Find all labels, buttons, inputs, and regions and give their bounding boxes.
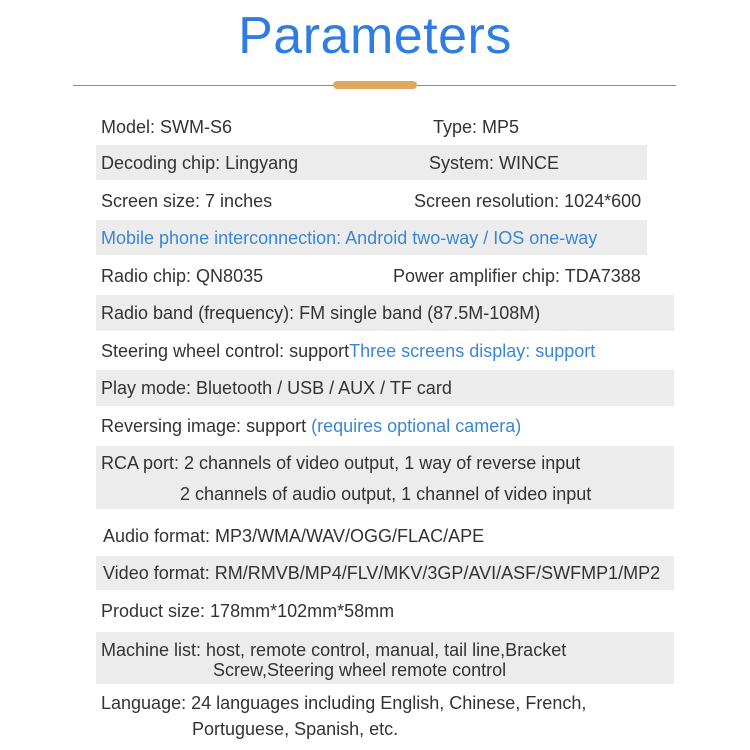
spec-row-reversing (96, 409, 674, 443)
spec-row-steering (96, 334, 674, 368)
spec-row-model (96, 110, 674, 144)
spec-rca-line-2: 2 channels of audio output, 1 channel of video input (180, 484, 592, 504)
spec-row-mobile (96, 220, 647, 255)
spec-row-rca (96, 446, 674, 509)
spec-row-video (96, 556, 674, 590)
spec-row-radio-band (96, 295, 674, 331)
spec-language-line-2: Portuguese, Spanish, etc. (192, 719, 399, 739)
spec-screen-size: Screen size: 7 inches (101, 191, 273, 211)
spec-row-decoding (96, 145, 647, 180)
spec-row-machine-list (96, 632, 674, 684)
spec-row-screen (96, 184, 674, 218)
spec-rca-line-1: RCA port: 2 channels of video output, 1 way of reverse input (101, 453, 581, 473)
spec-language-line-1: Language: 24 languages including English, Chinese, French, (101, 693, 587, 713)
spec-three-screens: Three screens display: support (349, 341, 596, 361)
spec-row-audio (96, 519, 674, 553)
spec-radio-chip: Radio chip: QN8035 (101, 266, 264, 286)
spec-steering-control (101, 340, 595, 362)
spec-mobile-interconnection: Mobile phone interconnection: Android two-way / IOS one-way (101, 227, 598, 248)
spec-machine-line-2: Screw,Steering wheel remote control (213, 660, 507, 680)
spec-decoding-chip: Decoding chip: Lingyang (101, 152, 299, 173)
spec-type: Type: MP5 (433, 117, 520, 137)
spec-row-play-mode (96, 370, 674, 406)
spec-reversing-text: Reversing image: support (101, 416, 312, 436)
title-accent-bar (333, 81, 417, 89)
spec-reversing-note: (requires optional camera) (311, 416, 522, 436)
spec-row-chips (96, 259, 674, 293)
spec-model: Model: SWM-S6 (101, 117, 233, 137)
spec-row-product-size (96, 594, 674, 628)
spec-machine-line-1: Machine list: host, remote control, manual, tail line,Bracket (101, 640, 567, 660)
spec-row-language (96, 686, 674, 746)
page-title: Parameters (238, 7, 512, 65)
spec-amplifier-chip: Power amplifier chip: TDA7388 (393, 266, 641, 286)
spec-product-size: Product size: 178mm*102mm*58mm (101, 601, 395, 621)
spec-system: System: WINCE (429, 152, 560, 173)
spec-video-format: Video format: RM/RMVB/MP4/FLV/MKV/3GP/AVI/ASF/SWFMP1/MP2 (103, 563, 661, 583)
spec-audio-format: Audio format: MP3/WMA/WAV/OGG/FLAC/APE (103, 526, 485, 546)
spec-steering-text: Steering wheel control: support (101, 341, 350, 361)
spec-reversing-image (101, 415, 521, 437)
spec-screen-resolution: Screen resolution: 1024*600 (414, 191, 642, 211)
spec-play-mode: Play mode: Bluetooth / USB / AUX / TF card (101, 378, 452, 398)
spec-radio-band: Radio band (frequency): FM single band (87.5M-108M) (101, 303, 541, 323)
